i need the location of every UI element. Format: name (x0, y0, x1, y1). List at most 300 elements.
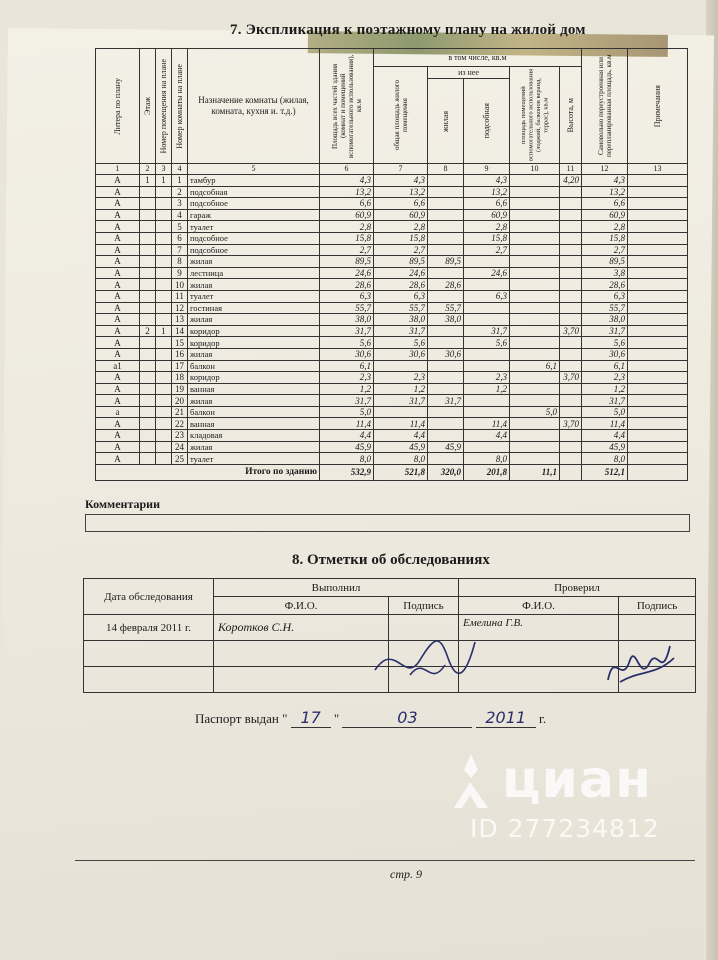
row-floor: 1 (140, 175, 156, 187)
row-room-no (156, 221, 172, 233)
row-litera: А (96, 325, 140, 337)
row-living (428, 406, 464, 418)
row-living (428, 198, 464, 210)
table-row (96, 279, 688, 291)
row-litera: А (96, 209, 140, 221)
row-height: 3,70 (560, 325, 582, 337)
row-balcony (510, 348, 560, 360)
row-floor (140, 441, 156, 453)
total-auxiliary: 201,8 (464, 464, 510, 480)
row-room-no (156, 290, 172, 302)
row-room-no (156, 186, 172, 198)
checked-fio-header: Ф.И.О. (459, 597, 619, 615)
row-purpose: гараж (188, 209, 320, 221)
row-purpose: подсобное (188, 232, 320, 244)
row-purpose: коридор (188, 325, 320, 337)
row-room-no: 1 (156, 325, 172, 337)
row-area-general: 45,9 (374, 441, 428, 453)
row-room-no2: 1 (172, 175, 188, 187)
row-area-general: 60,9 (374, 209, 428, 221)
row-litera: А (96, 244, 140, 256)
row-auxiliary: 11,4 (464, 418, 510, 430)
row-area-general: 28,6 (374, 279, 428, 291)
row-notes (628, 314, 688, 326)
checker-name: Емелина Г.В. (459, 615, 619, 641)
row-floor (140, 453, 156, 465)
row-area-general: 15,8 (374, 232, 428, 244)
row-room-no2: 21 (172, 406, 188, 418)
row-litera: а1 (96, 360, 140, 372)
row-area-general: 55,7 (374, 302, 428, 314)
row-room-no2: 15 (172, 337, 188, 349)
header-floor: Этаж (143, 97, 152, 115)
passport-year: 2011 (476, 708, 536, 728)
header-balcony-area: площадь помещений вспомогательного использования (лоджий, балконов веранд, террас), кв.м (519, 68, 549, 162)
row-room-no2: 8 (172, 256, 188, 268)
row-notes (628, 290, 688, 302)
row-area-all: 24,6 (320, 267, 374, 279)
row-purpose: коридор (188, 372, 320, 384)
row-living (428, 430, 464, 442)
row-litera: А (96, 441, 140, 453)
row-area-general: 2,3 (374, 372, 428, 384)
row-notes (628, 372, 688, 384)
row-room-no2: 3 (172, 198, 188, 210)
row-height (560, 279, 582, 291)
row-living: 38,0 (428, 314, 464, 326)
row-living (428, 325, 464, 337)
row-notes (628, 302, 688, 314)
row-room-no2: 5 (172, 221, 188, 233)
row-litera: А (96, 430, 140, 442)
row-purpose: туалет (188, 453, 320, 465)
row-litera: А (96, 372, 140, 384)
row-self-built: 45,9 (582, 441, 628, 453)
row-area-all: 5,0 (320, 406, 374, 418)
row-living (428, 372, 464, 384)
row-living (428, 175, 464, 187)
col-number: 8 (428, 164, 464, 175)
row-area-general: 2,7 (374, 244, 428, 256)
survey-date: 14 февраля 2011 г. (84, 615, 214, 641)
row-balcony (510, 209, 560, 221)
row-area-all: 45,9 (320, 441, 374, 453)
row-area-all: 28,6 (320, 279, 374, 291)
table-row (96, 232, 688, 244)
total-area-all: 532,9 (320, 464, 374, 480)
row-height (560, 290, 582, 302)
row-area-all: 11,4 (320, 418, 374, 430)
row-litera: А (96, 232, 140, 244)
table-row (96, 430, 688, 442)
row-purpose: туалет (188, 221, 320, 233)
row-area-all: 89,5 (320, 256, 374, 268)
row-area-all: 2,7 (320, 244, 374, 256)
row-auxiliary: 2,7 (464, 244, 510, 256)
header-living: жилая (441, 110, 450, 132)
row-room-no2: 20 (172, 395, 188, 407)
row-room-no (156, 232, 172, 244)
row-auxiliary: 1,2 (464, 383, 510, 395)
row-room-no2: 23 (172, 430, 188, 442)
row-notes (628, 430, 688, 442)
row-notes (628, 175, 688, 187)
col-number: 9 (464, 164, 510, 175)
table-row (96, 314, 688, 326)
row-balcony (510, 279, 560, 291)
row-auxiliary: 60,9 (464, 209, 510, 221)
table-row (96, 209, 688, 221)
row-floor (140, 186, 156, 198)
row-living (428, 221, 464, 233)
row-room-no2: 16 (172, 348, 188, 360)
row-balcony (510, 244, 560, 256)
row-living (428, 186, 464, 198)
row-self-built: 8,0 (582, 453, 628, 465)
row-area-general: 6,3 (374, 290, 428, 302)
row-auxiliary (464, 441, 510, 453)
row-floor (140, 430, 156, 442)
row-height (560, 244, 582, 256)
table-row (96, 221, 688, 233)
row-litera: А (96, 279, 140, 291)
row-living: 45,9 (428, 441, 464, 453)
row-purpose: жилая (188, 348, 320, 360)
row-area-all: 2,8 (320, 221, 374, 233)
row-area-general: 24,6 (374, 267, 428, 279)
table-row (96, 290, 688, 302)
performed-signature-header: Подпись (389, 597, 459, 615)
row-area-all: 38,0 (320, 314, 374, 326)
watermark-id: ID 277234812 (470, 814, 660, 843)
col-number: 12 (582, 164, 628, 175)
row-living (428, 232, 464, 244)
row-notes (628, 453, 688, 465)
row-room-no (156, 430, 172, 442)
row-room-no (156, 267, 172, 279)
row-self-built: 55,7 (582, 302, 628, 314)
row-area-all: 5,6 (320, 337, 374, 349)
row-living (428, 418, 464, 430)
row-notes (628, 244, 688, 256)
row-area-all: 6,6 (320, 198, 374, 210)
row-litera: А (96, 221, 140, 233)
row-height (560, 337, 582, 349)
table-row (96, 348, 688, 360)
row-living: 31,7 (428, 395, 464, 407)
row-notes (628, 441, 688, 453)
row-purpose: жилая (188, 256, 320, 268)
row-area-all: 31,7 (320, 325, 374, 337)
row-room-no (156, 209, 172, 221)
row-height (560, 453, 582, 465)
row-height: 3,70 (560, 418, 582, 430)
row-self-built: 60,9 (582, 209, 628, 221)
row-notes (628, 395, 688, 407)
row-litera: а (96, 406, 140, 418)
footer-line (75, 860, 695, 861)
row-self-built: 5,6 (582, 337, 628, 349)
row-height (560, 348, 582, 360)
row-height (560, 198, 582, 210)
row-room-no2: 14 (172, 325, 188, 337)
section7-title: 7. Экспликация к поэтажному плану на жилой дом (230, 22, 586, 38)
row-auxiliary: 13,2 (464, 186, 510, 198)
passport-day: 17 (291, 708, 331, 728)
row-area-all: 6,3 (320, 290, 374, 302)
row-notes (628, 256, 688, 268)
row-room-no (156, 453, 172, 465)
table-row (96, 175, 688, 187)
row-balcony (510, 430, 560, 442)
row-height (560, 302, 582, 314)
passport-month: 03 (342, 708, 472, 728)
row-room-no2: 19 (172, 383, 188, 395)
header-including: в том числе, кв.м (374, 49, 582, 67)
row-self-built: 3,8 (582, 267, 628, 279)
row-self-built: 5,0 (582, 406, 628, 418)
row-room-no2: 22 (172, 418, 188, 430)
row-area-all: 4,3 (320, 175, 374, 187)
col-number: 1 (96, 164, 140, 175)
row-area-general (374, 406, 428, 418)
row-auxiliary (464, 314, 510, 326)
header-room-no2: Номер комнаты на плане (175, 63, 184, 149)
section8-title: 8. Отметки об обследованиях (292, 552, 490, 568)
row-self-built: 6,6 (582, 198, 628, 210)
row-purpose: ванная (188, 418, 320, 430)
row-litera: А (96, 348, 140, 360)
row-floor (140, 302, 156, 314)
row-floor (140, 406, 156, 418)
row-floor (140, 198, 156, 210)
row-purpose: подсобная (188, 186, 320, 198)
row-area-all: 1,2 (320, 383, 374, 395)
row-living: 89,5 (428, 256, 464, 268)
row-auxiliary: 15,8 (464, 232, 510, 244)
row-auxiliary: 6,3 (464, 290, 510, 302)
row-notes (628, 198, 688, 210)
checked-signature-header: Подпись (619, 597, 696, 615)
total-area-general: 521,8 (374, 464, 428, 480)
table-row (96, 325, 688, 337)
row-auxiliary: 8,0 (464, 453, 510, 465)
row-height (560, 430, 582, 442)
header-litera: Литера по плану (113, 77, 122, 135)
row-room-no (156, 302, 172, 314)
row-auxiliary (464, 360, 510, 372)
row-living: 30,6 (428, 348, 464, 360)
row-area-general: 38,0 (374, 314, 428, 326)
row-area-all: 2,3 (320, 372, 374, 384)
row-area-all: 31,7 (320, 395, 374, 407)
row-height (560, 383, 582, 395)
row-balcony (510, 290, 560, 302)
row-self-built: 4,3 (582, 175, 628, 187)
row-area-all: 60,9 (320, 209, 374, 221)
checker-signature (619, 615, 696, 641)
row-purpose: жилая (188, 441, 320, 453)
row-litera: А (96, 175, 140, 187)
row-balcony: 5,0 (510, 406, 560, 418)
row-living: 55,7 (428, 302, 464, 314)
row-area-general: 5,6 (374, 337, 428, 349)
row-self-built: 31,7 (582, 325, 628, 337)
row-self-built: 4,4 (582, 430, 628, 442)
row-area-general: 30,6 (374, 348, 428, 360)
row-purpose: гостиная (188, 302, 320, 314)
row-notes (628, 232, 688, 244)
row-litera: А (96, 290, 140, 302)
row-room-no (156, 244, 172, 256)
row-floor (140, 360, 156, 372)
survey-checked-header: Проверил (459, 579, 696, 597)
row-living (428, 209, 464, 221)
row-balcony (510, 372, 560, 384)
row-self-built: 28,6 (582, 279, 628, 291)
row-balcony (510, 186, 560, 198)
total-row (96, 464, 688, 480)
row-room-no2: 9 (172, 267, 188, 279)
row-area-general: 89,5 (374, 256, 428, 268)
row-height: 4,20 (560, 175, 582, 187)
row-auxiliary: 4,3 (464, 175, 510, 187)
row-room-no (156, 256, 172, 268)
row-living (428, 453, 464, 465)
row-balcony (510, 325, 560, 337)
row-living: 28,6 (428, 279, 464, 291)
table-row (96, 256, 688, 268)
row-balcony: 6,1 (510, 360, 560, 372)
row-height: 3,70 (560, 372, 582, 384)
row-floor (140, 395, 156, 407)
table-row (96, 372, 688, 384)
row-balcony (510, 418, 560, 430)
header-area-general: общая площадь жилого помещения (392, 79, 409, 151)
row-room-no (156, 395, 172, 407)
row-purpose: балкон (188, 406, 320, 418)
row-notes (628, 406, 688, 418)
row-floor (140, 244, 156, 256)
row-balcony (510, 337, 560, 349)
page-number: стр. 9 (390, 867, 422, 881)
table-row (96, 360, 688, 372)
row-self-built: 38,0 (582, 314, 628, 326)
row-area-general: 31,7 (374, 325, 428, 337)
row-room-no (156, 372, 172, 384)
row-auxiliary (464, 302, 510, 314)
header-of-it: из нее (428, 67, 510, 79)
table-row (96, 406, 688, 418)
row-floor (140, 337, 156, 349)
row-room-no2: 25 (172, 453, 188, 465)
row-litera: А (96, 267, 140, 279)
row-room-no2: 7 (172, 244, 188, 256)
total-balcony: 11,1 (510, 464, 560, 480)
row-area-all: 6,1 (320, 360, 374, 372)
row-room-no2: 13 (172, 314, 188, 326)
row-litera: А (96, 256, 140, 268)
row-balcony (510, 198, 560, 210)
table-row (96, 418, 688, 430)
survey-performed-header: Выполнил (214, 579, 459, 597)
row-room-no (156, 348, 172, 360)
row-notes (628, 186, 688, 198)
row-living (428, 267, 464, 279)
row-height (560, 314, 582, 326)
row-balcony (510, 175, 560, 187)
row-purpose: балкон (188, 360, 320, 372)
row-notes (628, 418, 688, 430)
table-row (96, 267, 688, 279)
row-purpose: жилая (188, 279, 320, 291)
row-auxiliary: 31,7 (464, 325, 510, 337)
row-area-general: 11,4 (374, 418, 428, 430)
table-row (96, 337, 688, 349)
watermark-brand: циан (502, 750, 652, 810)
row-area-general: 6,6 (374, 198, 428, 210)
row-notes (628, 360, 688, 372)
row-purpose: подсобное (188, 244, 320, 256)
row-self-built: 31,7 (582, 395, 628, 407)
row-room-no2: 17 (172, 360, 188, 372)
performer-name: Коротков С.Н. (214, 615, 389, 641)
header-auxiliary: подсобная (482, 103, 491, 139)
col-number: 2 (140, 164, 156, 175)
row-auxiliary (464, 279, 510, 291)
row-self-built: 2,7 (582, 244, 628, 256)
row-area-all: 55,7 (320, 302, 374, 314)
row-self-built: 6,1 (582, 360, 628, 372)
row-area-all: 15,8 (320, 232, 374, 244)
row-room-no (156, 279, 172, 291)
row-litera: А (96, 337, 140, 349)
row-room-no2: 11 (172, 290, 188, 302)
row-auxiliary (464, 348, 510, 360)
row-living (428, 244, 464, 256)
row-auxiliary: 4,4 (464, 430, 510, 442)
row-self-built: 89,5 (582, 256, 628, 268)
row-height (560, 360, 582, 372)
row-floor (140, 418, 156, 430)
row-notes (628, 325, 688, 337)
row-balcony (510, 395, 560, 407)
row-room-no (156, 314, 172, 326)
row-room-no2: 18 (172, 372, 188, 384)
row-living (428, 383, 464, 395)
column-number-row (96, 164, 688, 175)
row-auxiliary: 2,3 (464, 372, 510, 384)
row-area-general: 4,4 (374, 430, 428, 442)
row-auxiliary (464, 395, 510, 407)
row-room-no (156, 441, 172, 453)
row-floor (140, 221, 156, 233)
row-floor (140, 372, 156, 384)
col-number: 13 (628, 164, 688, 175)
row-balcony (510, 267, 560, 279)
row-balcony (510, 302, 560, 314)
row-notes (628, 221, 688, 233)
header-purpose: Назначение комнаты (жилая, комната, кухня и. т.д.) (188, 49, 320, 164)
row-room-no (156, 406, 172, 418)
row-purpose: жилая (188, 314, 320, 326)
row-purpose: жилая (188, 395, 320, 407)
row-room-no: 1 (156, 175, 172, 187)
row-self-built: 2,3 (582, 372, 628, 384)
row-area-all: 13,2 (320, 186, 374, 198)
row-self-built: 6,3 (582, 290, 628, 302)
row-balcony (510, 221, 560, 233)
